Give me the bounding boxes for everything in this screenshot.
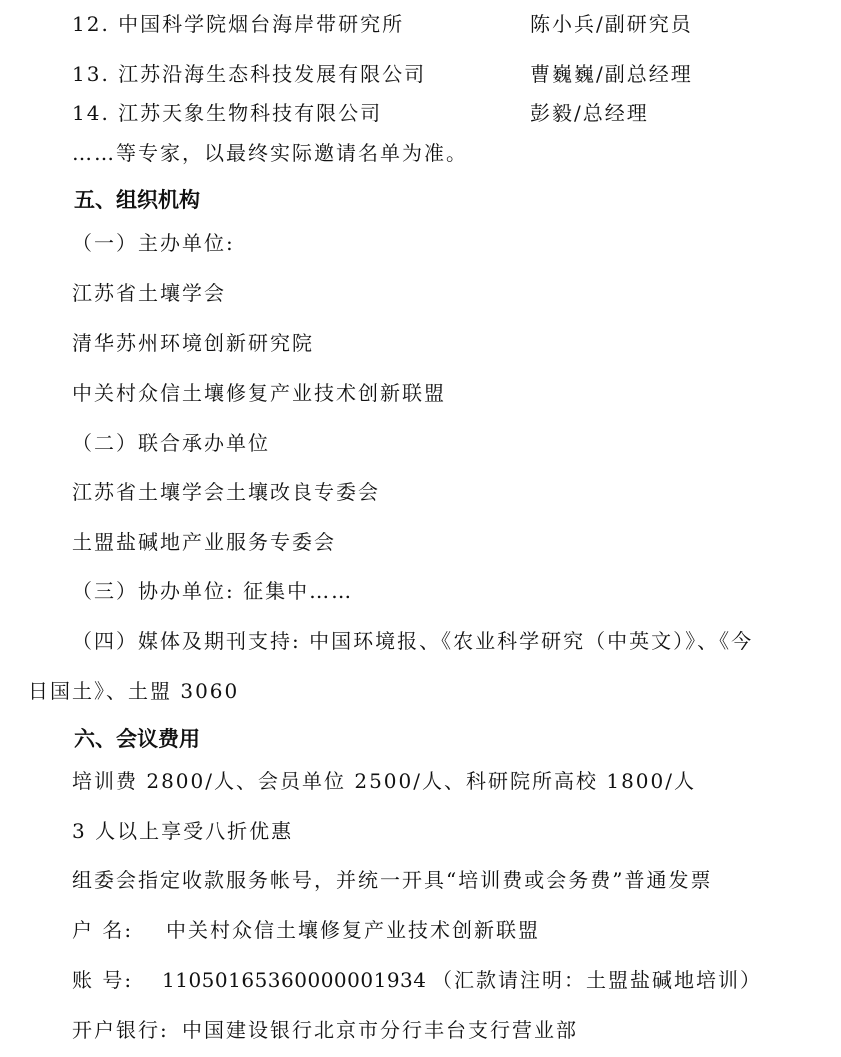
account-name-value: 中关村众信土壤修复产业技术创新联盟 — [166, 918, 540, 942]
host-2: 清华苏州环境创新研究院 — [72, 331, 314, 355]
bank-label: 开户银行: — [72, 1018, 169, 1042]
host-3: 中关村众信土壤修复产业技术创新联盟 — [72, 381, 446, 405]
expert-org-13: 13. 江苏沿海生态科技发展有限公司 — [72, 62, 427, 86]
account-no-value: 11050165360000001934 — [162, 968, 427, 992]
experts-note: ……等专家，以最终实际邀请名单为准。 — [72, 141, 468, 165]
expert-person-14: 彭毅/总经理 — [530, 101, 649, 125]
expert-org-12: 12. 中国科学院烟台海岸带研究所 — [72, 12, 405, 36]
invoice-line: 组委会指定收款服务帐号，并统一开具“培训费或会务费”普通发票 — [72, 868, 713, 892]
account-no-label: 账 号: — [72, 968, 134, 992]
section5-heading: 五、组织机构 — [74, 188, 200, 212]
coorg-1: 江苏省土壤学会土壤改良专委会 — [72, 480, 380, 504]
expert-person-12: 陈小兵/副研究员 — [530, 12, 693, 36]
section6-heading: 六、会议费用 — [74, 727, 200, 751]
fee-line: 培训费 2800/人、会员单位 2500/人、科研院所高校 1800/人 — [72, 769, 696, 793]
coorg-2: 土盟盐碱地产业服务专委会 — [72, 530, 336, 554]
assist-org: （三）协办单位: 征集中…… — [72, 579, 354, 603]
expert-org-14: 14. 江苏天象生物科技有限公司 — [72, 101, 383, 125]
coorg-label: （二）联合承办单位 — [72, 431, 270, 455]
media-support-line2: 日国土》、土盟 3060 — [28, 679, 240, 703]
account-name-label: 户 名: — [72, 918, 134, 942]
host-1: 江苏省土壤学会 — [72, 281, 226, 305]
bank-row — [72, 1016, 578, 1044]
account-no-note: （汇款请注明：土盟盐碱地培训） — [432, 968, 762, 992]
host-label: （一）主办单位: — [72, 231, 235, 255]
account-name-row — [72, 916, 540, 944]
account-no-row — [72, 966, 762, 994]
media-support-line1: （四）媒体及期刊支持: 中国环境报、《农业科学研究（中英文）》、《今 — [72, 629, 754, 653]
discount-line: 3 人以上享受八折优惠 — [72, 819, 294, 843]
expert-person-13: 曹巍巍/副总经理 — [530, 62, 693, 86]
bank-value: 中国建设银行北京市分行丰台支行营业部 — [182, 1018, 578, 1042]
